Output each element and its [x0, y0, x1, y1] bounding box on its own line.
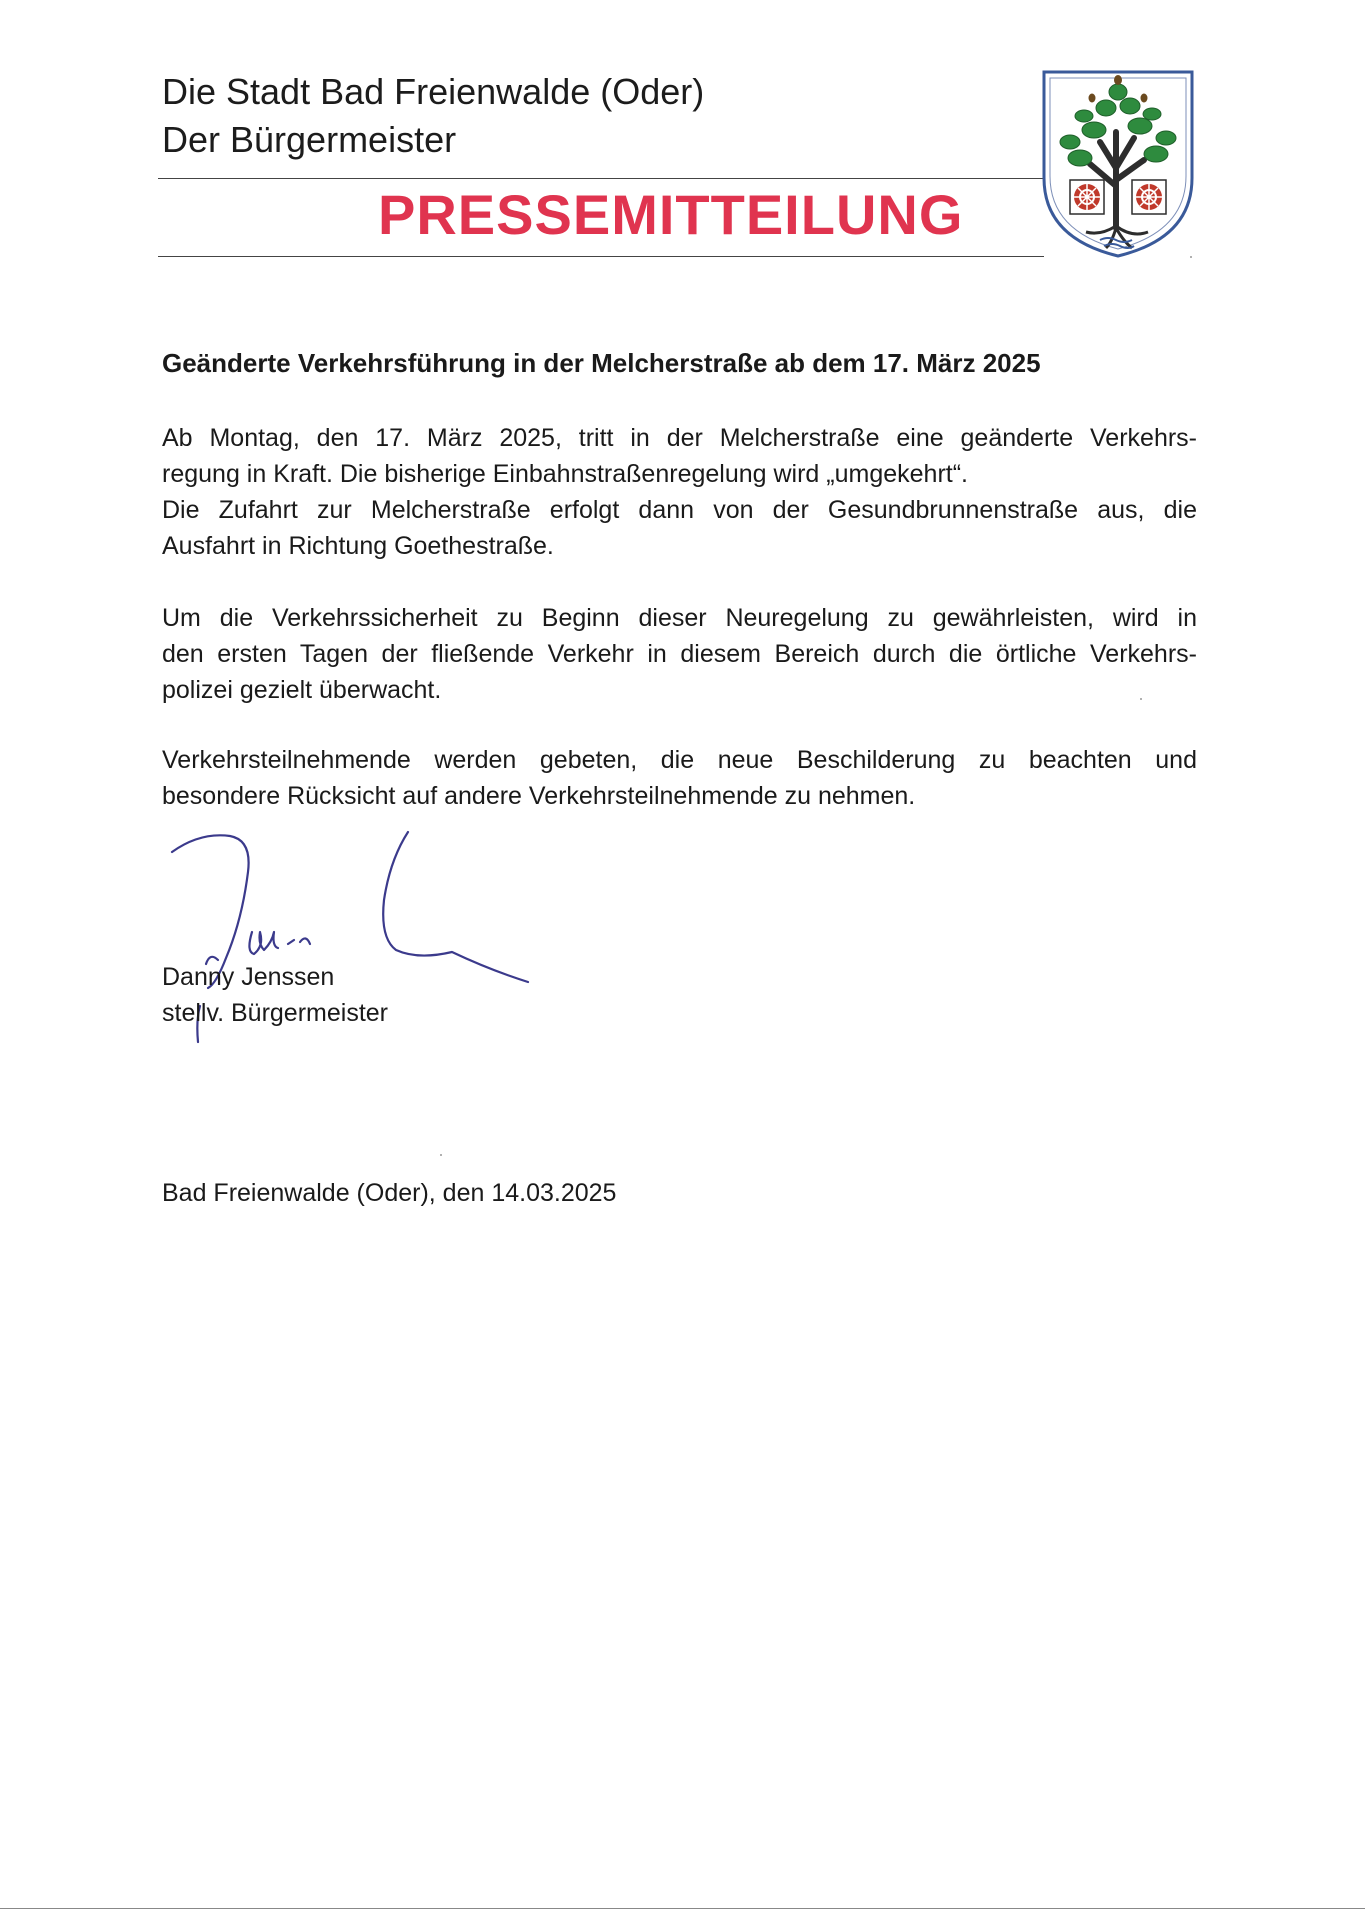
coat-of-arms-oak-tree-icon: [1040, 68, 1196, 260]
header-rule-top: [158, 178, 1178, 179]
dateline: Bad Freienwalde (Oder), den 14.03.2025: [162, 1179, 617, 1207]
paragraph-line: Die Zufahrt zur Melcherstraße erfolgt dann von der Gesundbrunnenstraße aus, die: [162, 496, 1197, 524]
paragraph-line: Ab Montag, den 17. März 2025, tritt in der Melcherstraße eine geänderte Verkehrs-: [162, 424, 1197, 452]
paragraph-line: Verkehrsteilnehmende werden gebeten, die neue Beschilderung zu beachten und: [162, 746, 1197, 774]
header-city: Die Stadt Bad Freienwalde (Oder): [162, 71, 705, 112]
footer-rule: [0, 1908, 1365, 1909]
paragraph-line: regung in Kraft. Die bisherige Einbahnstraßenregelung wird „umgekehrt“.: [162, 460, 968, 488]
paragraph-line: besondere Rücksicht auf andere Verkehrsteilnehmende zu nehmen.: [162, 782, 916, 810]
paragraph-line: den ersten Tagen der fließende Verkehr in diesem Bereich durch die örtliche Verkehrs-: [162, 640, 1197, 668]
paragraph-2: [162, 600, 1197, 708]
signer-name: Danny Jenssen: [162, 963, 335, 991]
scan-speck: [440, 1154, 442, 1156]
header-rule-bottom: [158, 256, 1044, 257]
scan-speck: [1190, 256, 1192, 258]
scan-speck: [1140, 698, 1142, 700]
header-office: Der Bürgermeister: [162, 119, 457, 160]
signer-role: stellv. Bürgermeister: [162, 999, 388, 1027]
paragraph-line: Um die Verkehrssicherheit zu Beginn dieser Neuregelung zu gewährleisten, wird in: [162, 604, 1197, 632]
paragraph-1: [162, 420, 1197, 564]
paragraph-3: [162, 742, 1197, 814]
press-release-title: PRESSEMITTEILUNG: [378, 183, 964, 246]
headline: Geänderte Verkehrsführung in der Melcherstraße ab dem 17. März 2025: [162, 348, 1041, 378]
paragraph-line: Ausfahrt in Richtung Goethestraße.: [162, 532, 554, 560]
paragraph-line: polizei gezielt überwacht.: [162, 676, 442, 704]
